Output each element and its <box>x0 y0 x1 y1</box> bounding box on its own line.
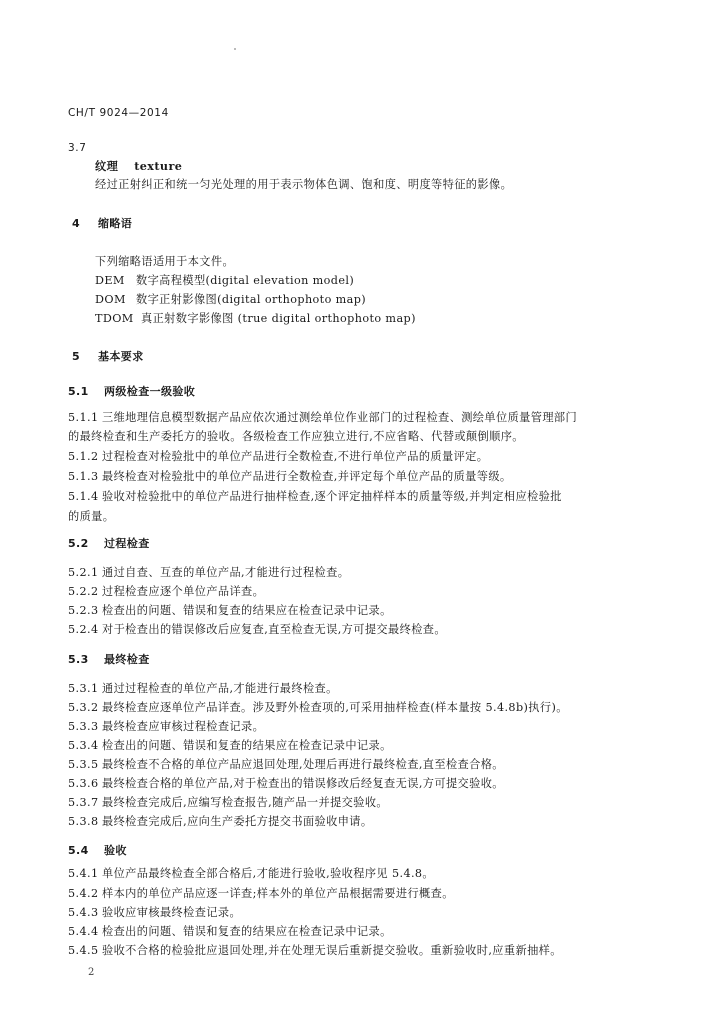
clause-number: 5.4.2 <box>68 887 99 900</box>
clause-text: 通过过程检查的单位产品,才能进行最终检查。 <box>102 682 338 695</box>
subsection-heading-5-3 <box>68 653 150 667</box>
clause-5-2-2 <box>68 585 264 599</box>
clause-5-1-1 <box>68 411 577 425</box>
clause-5-1-2 <box>68 450 488 464</box>
clause-text: 最终检查合格的单位产品,对于检查出的错误修改后经复查无误,方可提交验收。 <box>102 777 504 790</box>
clause-5-2-3 <box>68 604 392 618</box>
clause-text: 最终检查完成后,应向生产委托方提交书面验收申请。 <box>102 815 373 828</box>
abbr-desc: 数字正射影像图(digital orthophoto map) <box>136 293 367 306</box>
clause-5-3-5 <box>68 758 504 772</box>
term-definition: 经过正射纠正和统一匀光处理的用于表示物体色调、饱和度、明度等特征的影像。 <box>95 178 513 191</box>
page-number: 2 <box>88 967 95 978</box>
clause-5-2-1 <box>68 566 349 580</box>
clause-number: 5.2.4 <box>68 623 99 636</box>
abbr-intro: 下列缩略语适用于本文件。 <box>95 255 235 268</box>
section-number: 4 <box>72 217 81 230</box>
clause-text: 通过自查、互查的单位产品,才能进行过程检查。 <box>102 566 350 579</box>
subsection-heading-5-2 <box>68 537 150 551</box>
clause-number: 5.4.1 <box>68 867 99 880</box>
clause-text: 验收应审核最终检查记录。 <box>102 906 242 919</box>
subsection-number: 5.1 <box>68 385 89 398</box>
clause-text: 验收不合格的检验批应退回处理,并在处理无误后重新提交验收。重新验收时,应重新抽样。 <box>102 944 562 957</box>
clause-number-3-7: 3.7 <box>68 142 87 154</box>
clause-text: 过程检查对检验批中的单位产品进行全数检查,不进行单位产品的质量评定。 <box>102 450 489 463</box>
term-cn: 纹理 <box>95 159 119 173</box>
clause-5-3-2 <box>68 701 568 715</box>
clause-number: 5.2.3 <box>68 604 99 617</box>
clause-number: 5.4.3 <box>68 906 99 919</box>
abbr-item <box>95 293 366 307</box>
clause-number: 5.3.1 <box>68 682 99 695</box>
clause-number: 5.3.4 <box>68 739 99 752</box>
clause-text: 最终检查不合格的单位产品应退回处理,处理后再进行最终检查,直至检查合格。 <box>102 758 504 771</box>
clause-number: 5.3.8 <box>68 815 99 828</box>
subsection-number: 5.4 <box>68 844 89 857</box>
clause-5-4-3 <box>68 906 241 920</box>
clause-5-1-1-continued: 的最终检查和生产委托方的验收。各级检查工作应独立进行,不应省略、代替或颠倒顺序。 <box>68 430 524 443</box>
section-heading-4 <box>72 217 132 231</box>
clause-text: 最终检查对检验批中的单位产品进行全数检查,并评定每个单位产品的质量等级。 <box>102 470 512 483</box>
standard-id: CH/T 9024—2014 <box>68 107 169 119</box>
clause-5-4-2 <box>68 887 454 901</box>
clause-5-4-1 <box>68 867 434 881</box>
subsection-heading-5-4 <box>68 844 127 858</box>
clause-5-3-6 <box>68 777 504 791</box>
subsection-number: 5.3 <box>68 653 89 666</box>
scan-speck <box>234 48 236 50</box>
clause-5-4-5 <box>68 944 562 958</box>
clause-5-3-4 <box>68 739 392 753</box>
clause-number: 5.1.4 <box>68 490 99 503</box>
subsection-number: 5.2 <box>68 537 89 550</box>
abbr-item <box>95 274 354 288</box>
clause-text: 最终检查应审核过程检查记录。 <box>102 720 265 733</box>
abbr-term: DEM <box>95 274 125 287</box>
abbr-term: DOM <box>95 293 126 306</box>
clause-text: 三维地理信息模型数据产品应依次通过测绘单位作业部门的过程检查、测绘单位质量管理部门 <box>102 411 578 424</box>
clause-text: 检查出的问题、错误和复查的结果应在检查记录中记录。 <box>102 604 392 617</box>
clause-5-3-7 <box>68 796 388 810</box>
clause-text: 样本内的单位产品应逐一详查;样本外的单位产品根据需要进行概查。 <box>102 887 454 900</box>
clause-number: 5.4.5 <box>68 944 99 957</box>
clause-number: 5.3.3 <box>68 720 99 733</box>
term-entry <box>95 159 182 174</box>
clause-text: 检查出的问题、错误和复查的结果应在检查记录中记录。 <box>102 925 392 938</box>
clause-number: 5.1.1 <box>68 411 99 424</box>
clause-number: 5.2.1 <box>68 566 99 579</box>
clause-5-1-4-continued: 的质量。 <box>68 510 115 523</box>
clause-text: 验收对检验批中的单位产品进行抽样检查,逐个评定抽样样本的质量等级,并判定相应检验批 <box>102 490 562 503</box>
subsection-title: 最终检查 <box>104 653 150 666</box>
clause-5-3-8 <box>68 815 372 829</box>
section-heading-5 <box>72 350 144 364</box>
clause-number: 5.3.6 <box>68 777 99 790</box>
subsection-heading-5-1 <box>68 385 195 399</box>
clause-5-4-4 <box>68 925 392 939</box>
subsection-title: 两级检查一级验收 <box>104 385 196 398</box>
clause-text: 检查出的问题、错误和复查的结果应在检查记录中记录。 <box>102 739 392 752</box>
subsection-title: 验收 <box>104 844 127 857</box>
abbr-term: TDOM <box>95 312 134 325</box>
term-en: texture <box>134 159 183 173</box>
clause-number: 5.4.4 <box>68 925 99 938</box>
clause-text: 最终检查应逐单位产品详查。涉及野外检查项的,可采用抽样检查(样本量按 5.4.8b)执行)。 <box>102 701 568 714</box>
clause-text: 单位产品最终检查全部合格后,才能进行验收,验收程序见 5.4.8。 <box>102 867 435 880</box>
subsection-title: 过程检查 <box>104 537 150 550</box>
clause-number: 5.1.2 <box>68 450 99 463</box>
section-title: 基本要求 <box>98 350 144 363</box>
clause-number: 5.3.2 <box>68 701 99 714</box>
abbr-desc: 真正射数字影像图 (true digital orthophoto map) <box>141 312 416 325</box>
section-number: 5 <box>72 350 81 363</box>
clause-5-1-3 <box>68 470 512 484</box>
abbr-desc: 数字高程模型(digital elevation model) <box>136 274 355 287</box>
clause-number: 5.1.3 <box>68 470 99 483</box>
section-title: 缩略语 <box>98 217 133 230</box>
clause-text: 对于检查出的错误修改后应复查,直至检查无误,方可提交最终检查。 <box>102 623 446 636</box>
clause-number: 5.2.2 <box>68 585 99 598</box>
clause-5-3-3 <box>68 720 264 734</box>
clause-number: 5.3.7 <box>68 796 99 809</box>
clause-number: 5.3.5 <box>68 758 99 771</box>
clause-text: 最终检查完成后,应编写检查报告,随产品一并提交验收。 <box>102 796 389 809</box>
abbr-item <box>95 312 416 326</box>
clause-5-2-4 <box>68 623 446 637</box>
clause-5-3-1 <box>68 682 338 696</box>
clause-5-1-4 <box>68 490 562 504</box>
clause-text: 过程检查应逐个单位产品详查。 <box>102 585 265 598</box>
